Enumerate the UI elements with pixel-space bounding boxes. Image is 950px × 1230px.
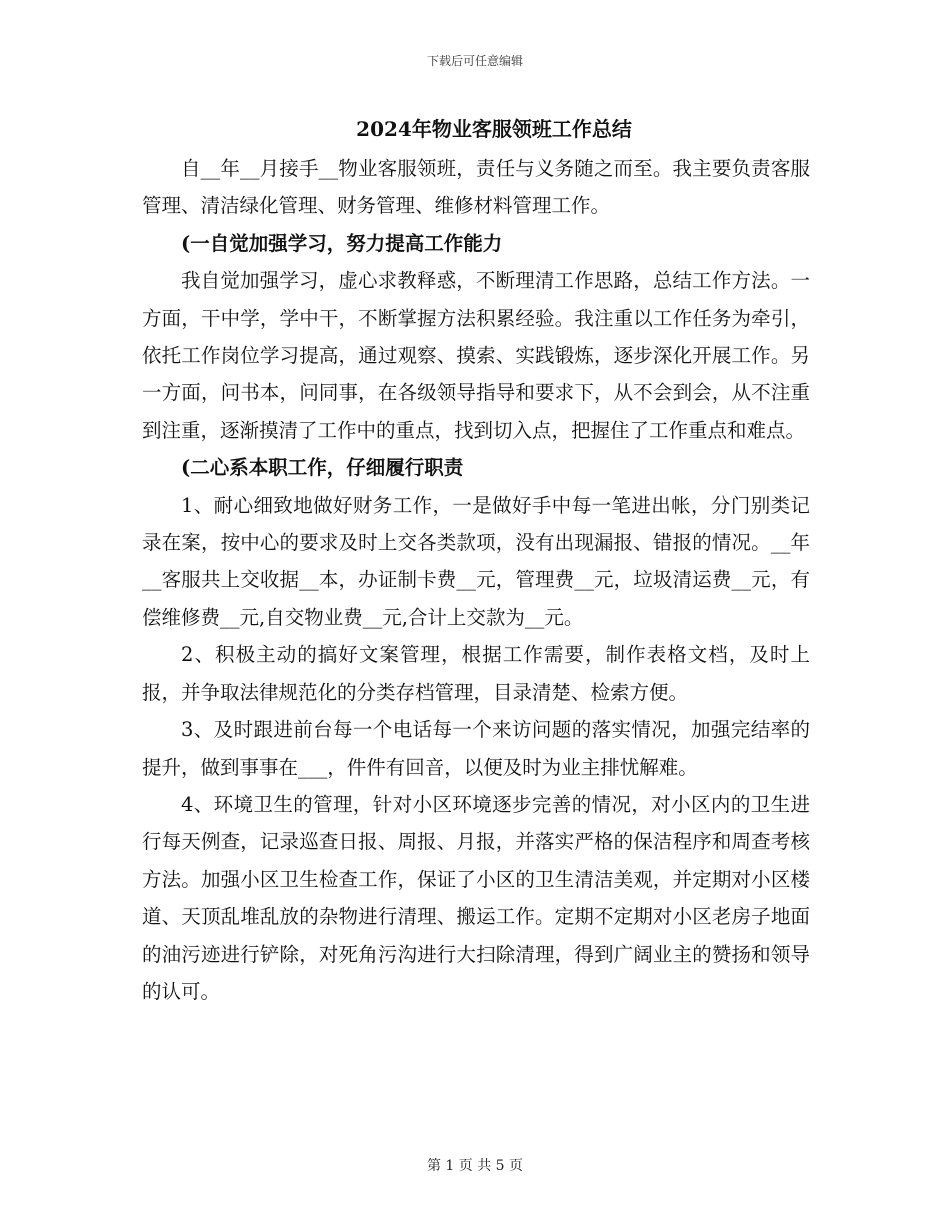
section-2-item-2: 2、积极主动的搞好文案管理，根据工作需要，制作表格文档，及时上报，并争取法律规范化的分类存档管理，目录清楚、检索方便。 (142, 643, 810, 704)
page-number: 第 1 页 共 5 页 (426, 1158, 524, 1174)
section-1-heading: (一自觉加强学习，努力提高工作能力 (181, 231, 503, 255)
section-2-item-4: 4、环境卫生的管理，针对小区环境逐步完善的情况，对小区内的卫生进行每天例查，记录巡查日报、周报、月报，并落实严格的保洁程序和周查考核方法。加强小区卫生检查工作，保证了小区的卫生清洁美观，并定期对小区楼道、天顶乱堆乱放的杂物进行清理、搬运工作。定期不定期对小区老房子地面的油污迹进行铲除，对死角污沟进行大扫除清理，得到广阔业主的赞扬和领导的认可。 (142, 792, 810, 1003)
intro-paragraph: 自__年__月接手__物业客服领班，责任与义务随之而至。我主要负责客服管理、清洁绿化管理、财务管理、维修材料管理工作。 (142, 157, 810, 218)
document-title: 2024年物业客服领班工作总结 (356, 117, 632, 141)
section-2-heading: (二心系本职工作，仔细履行职责 (181, 456, 464, 480)
section-1-paragraph: 我自觉加强学习，虚心求教释惑，不断理清工作思路，总结工作方法。一方面，干中学，学中干，不断掌握方法积累经验。我注重以工作任务为牵引，依托工作岗位学习提高，通过观察、摸索、实践锻炼，逐步深化开展工作。另一方面，问书本，问同事，在各级领导指导和要求下，从不会到会，从不注重到注重，逐渐摸清了工作中的重点，找到切入点，把握住了工作重点和难点。 (142, 269, 810, 442)
section-2-item-1: 1、耐心细致地做好财务工作，一是做好手中每一笔进出帐，分门别类记录在案，按中心的要求及时上交各类款项，没有出现漏报、错报的情况。__年__客服共上交收据__本，办证制卡费__元，管理费__元，垃圾清运费__元，有偿维修费__元,自交物业费__元,合计上交款为__元。 (142, 493, 810, 629)
document-body (142, 116, 810, 1010)
page-header-note: 下载后可任意编辑 (426, 54, 523, 68)
section-2-item-3: 3、及时跟进前台每一个电话每一个来访问题的落实情况，加强完结率的提升，做到事事在___，件件有回音，以便及时为业主排忧解难。 (142, 718, 810, 779)
